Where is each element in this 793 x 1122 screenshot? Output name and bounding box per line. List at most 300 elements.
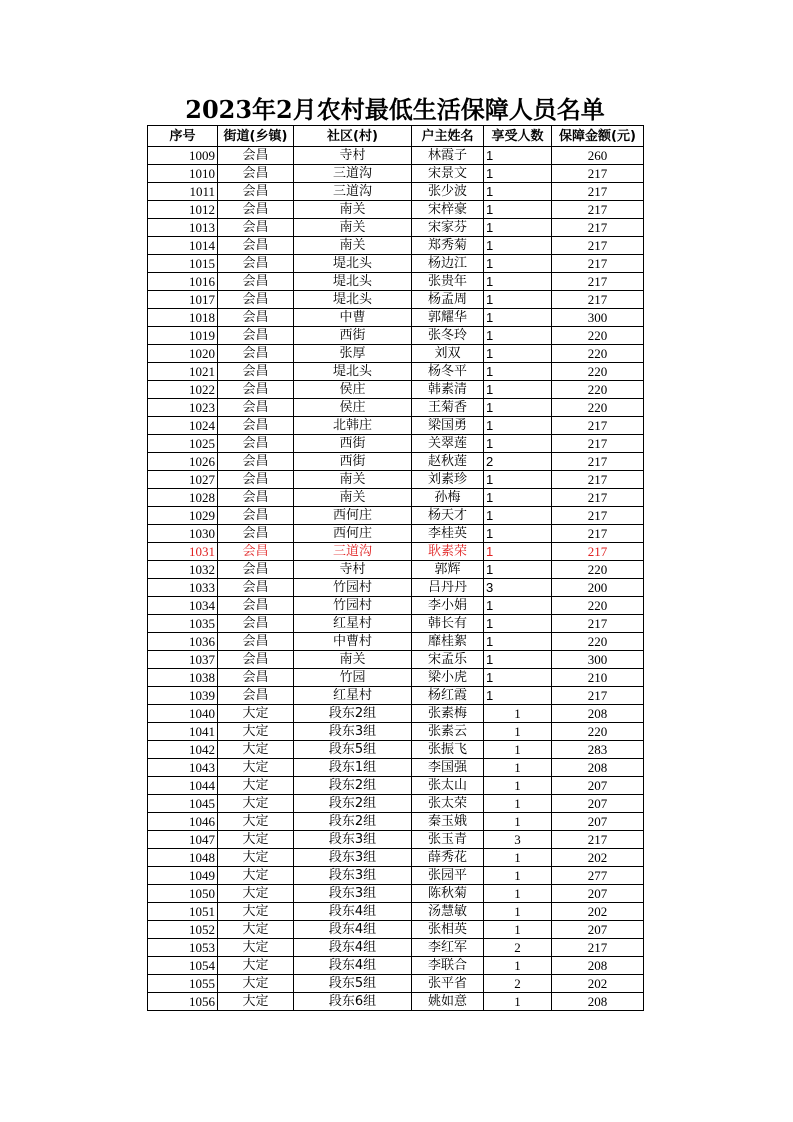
amount-cell: 220 [552, 561, 644, 579]
table-row [148, 723, 644, 741]
amount-cell: 202 [552, 903, 644, 921]
document-title: 2023年2月农村最低生活保障人员名单 [185, 95, 605, 124]
village-cell: 中曹 [294, 309, 412, 327]
village-cell: 堤北头 [294, 363, 412, 381]
amount-cell: 208 [552, 957, 644, 975]
village-cell: 侯庄 [294, 399, 412, 417]
table-row [148, 471, 644, 489]
village-cell: 西何庄 [294, 507, 412, 525]
people-count-cell: 1 [484, 993, 552, 1011]
village-cell: 南关 [294, 201, 412, 219]
village-cell: 红星村 [294, 687, 412, 705]
street-cell: 会昌 [218, 579, 294, 597]
village-cell: 段东3组 [294, 849, 412, 867]
serial-no-cell: 1016 [148, 273, 218, 291]
serial-no-cell: 1013 [148, 219, 218, 237]
householder-cell: 张振飞 [412, 741, 484, 759]
serial-no-cell: 1037 [148, 651, 218, 669]
table-row [148, 183, 644, 201]
village-cell: 南关 [294, 651, 412, 669]
village-cell: 三道沟 [294, 165, 412, 183]
table-row [148, 273, 644, 291]
street-cell: 大定 [218, 957, 294, 975]
village-cell: 段东3组 [294, 723, 412, 741]
amount-cell: 220 [552, 363, 644, 381]
street-cell: 会昌 [218, 543, 294, 561]
street-cell: 会昌 [218, 687, 294, 705]
table-row [148, 885, 644, 903]
householder-cell: 郭辉 [412, 561, 484, 579]
serial-no-cell: 1011 [148, 183, 218, 201]
amount-cell: 220 [552, 597, 644, 615]
amount-cell: 202 [552, 975, 644, 993]
serial-no-cell: 1036 [148, 633, 218, 651]
village-cell: 段东4组 [294, 939, 412, 957]
amount-cell: 217 [552, 939, 644, 957]
people-count-cell: 1 [484, 345, 552, 363]
amount-cell: 217 [552, 219, 644, 237]
people-count-cell: 1 [484, 309, 552, 327]
street-cell: 会昌 [218, 453, 294, 471]
people-count-cell: 1 [484, 471, 552, 489]
village-cell: 西何庄 [294, 525, 412, 543]
amount-cell: 217 [552, 435, 644, 453]
table-row [148, 525, 644, 543]
street-cell: 会昌 [218, 345, 294, 363]
amount-cell: 208 [552, 759, 644, 777]
street-cell: 大定 [218, 885, 294, 903]
householder-cell: 薛秀花 [412, 849, 484, 867]
amount-cell: 207 [552, 885, 644, 903]
amount-cell: 207 [552, 777, 644, 795]
street-cell: 大定 [218, 921, 294, 939]
householder-cell: 宋孟乐 [412, 651, 484, 669]
street-cell: 会昌 [218, 147, 294, 165]
people-count-cell: 1 [484, 615, 552, 633]
serial-no-cell: 1020 [148, 345, 218, 363]
serial-no-cell: 1023 [148, 399, 218, 417]
people-count-cell: 2 [484, 453, 552, 471]
serial-no-cell: 1038 [148, 669, 218, 687]
table-body [148, 147, 644, 1011]
people-count-cell: 1 [484, 399, 552, 417]
village-cell: 堤北头 [294, 273, 412, 291]
table-row [148, 759, 644, 777]
serial-no-cell: 1012 [148, 201, 218, 219]
table-row [148, 237, 644, 255]
village-cell: 段东5组 [294, 975, 412, 993]
village-cell: 段东3组 [294, 867, 412, 885]
amount-cell: 220 [552, 399, 644, 417]
amount-cell: 220 [552, 723, 644, 741]
amount-cell: 277 [552, 867, 644, 885]
amount-cell: 217 [552, 471, 644, 489]
village-cell: 南关 [294, 219, 412, 237]
amount-cell: 217 [552, 489, 644, 507]
amount-cell: 217 [552, 453, 644, 471]
householder-cell: 李红军 [412, 939, 484, 957]
serial-no-cell: 1049 [148, 867, 218, 885]
table-row [148, 489, 644, 507]
village-cell: 南关 [294, 471, 412, 489]
householder-cell: 李桂英 [412, 525, 484, 543]
serial-no-cell: 1054 [148, 957, 218, 975]
householder-cell: 杨边江 [412, 255, 484, 273]
amount-cell: 202 [552, 849, 644, 867]
street-cell: 大定 [218, 777, 294, 795]
people-count-cell: 1 [484, 525, 552, 543]
householder-cell: 张贵年 [412, 273, 484, 291]
village-cell: 西街 [294, 435, 412, 453]
street-cell: 大定 [218, 723, 294, 741]
people-count-cell: 1 [484, 813, 552, 831]
village-cell: 堤北头 [294, 291, 412, 309]
village-cell: 段东4组 [294, 903, 412, 921]
people-count-cell: 1 [484, 237, 552, 255]
serial-no-cell: 1035 [148, 615, 218, 633]
village-cell: 寺村 [294, 561, 412, 579]
street-cell: 会昌 [218, 219, 294, 237]
householder-cell: 王菊香 [412, 399, 484, 417]
table-row [148, 327, 644, 345]
header-serial-no: 序号 [148, 126, 218, 147]
householder-cell: 张平省 [412, 975, 484, 993]
amount-cell: 217 [552, 417, 644, 435]
serial-no-cell: 1032 [148, 561, 218, 579]
table-row [148, 831, 644, 849]
householder-cell: 张少波 [412, 183, 484, 201]
serial-no-cell: 1028 [148, 489, 218, 507]
street-cell: 大定 [218, 903, 294, 921]
table-row [148, 903, 644, 921]
village-cell: 侯庄 [294, 381, 412, 399]
serial-no-cell: 1014 [148, 237, 218, 255]
householder-cell: 林霞子 [412, 147, 484, 165]
street-cell: 会昌 [218, 525, 294, 543]
header-householder: 户主姓名 [412, 126, 484, 147]
people-count-cell: 1 [484, 957, 552, 975]
householder-cell: 李联合 [412, 957, 484, 975]
serial-no-cell: 1043 [148, 759, 218, 777]
street-cell: 会昌 [218, 597, 294, 615]
people-count-cell: 1 [484, 759, 552, 777]
table-row [148, 849, 644, 867]
header-street: 街道(乡镇) [218, 126, 294, 147]
street-cell: 大定 [218, 813, 294, 831]
table-row [148, 345, 644, 363]
street-cell: 大定 [218, 975, 294, 993]
serial-no-cell: 1029 [148, 507, 218, 525]
street-cell: 会昌 [218, 471, 294, 489]
street-cell: 会昌 [218, 363, 294, 381]
street-cell: 会昌 [218, 327, 294, 345]
people-count-cell: 1 [484, 291, 552, 309]
serial-no-cell: 1024 [148, 417, 218, 435]
table-row [148, 813, 644, 831]
street-cell: 会昌 [218, 669, 294, 687]
householder-cell: 姚如意 [412, 993, 484, 1011]
village-cell: 段东4组 [294, 957, 412, 975]
table-row [148, 255, 644, 273]
householder-cell: 李小娟 [412, 597, 484, 615]
street-cell: 大定 [218, 993, 294, 1011]
serial-no-cell: 1052 [148, 921, 218, 939]
householder-cell: 孙梅 [412, 489, 484, 507]
serial-no-cell: 1022 [148, 381, 218, 399]
amount-cell: 217 [552, 525, 644, 543]
village-cell: 段东2组 [294, 795, 412, 813]
serial-no-cell: 1033 [148, 579, 218, 597]
street-cell: 会昌 [218, 291, 294, 309]
table-row [148, 597, 644, 615]
people-count-cell: 1 [484, 327, 552, 345]
serial-no-cell: 1019 [148, 327, 218, 345]
street-cell: 会昌 [218, 309, 294, 327]
village-cell: 段东3组 [294, 831, 412, 849]
table-row [148, 705, 644, 723]
people-count-cell: 1 [484, 795, 552, 813]
householder-cell: 梁国勇 [412, 417, 484, 435]
householder-cell: 张玉青 [412, 831, 484, 849]
amount-cell: 220 [552, 345, 644, 363]
amount-cell: 220 [552, 381, 644, 399]
serial-no-cell: 1031 [148, 543, 218, 561]
street-cell: 会昌 [218, 255, 294, 273]
table-row [148, 291, 644, 309]
street-cell: 会昌 [218, 435, 294, 453]
table-row [148, 507, 644, 525]
householder-cell: 张园平 [412, 867, 484, 885]
street-cell: 会昌 [218, 417, 294, 435]
amount-cell: 208 [552, 993, 644, 1011]
serial-no-cell: 1039 [148, 687, 218, 705]
street-cell: 会昌 [218, 507, 294, 525]
householder-cell: 张冬玲 [412, 327, 484, 345]
serial-no-cell: 1017 [148, 291, 218, 309]
people-count-cell: 2 [484, 939, 552, 957]
street-cell: 大定 [218, 759, 294, 777]
table-row [148, 399, 644, 417]
table-row [148, 957, 644, 975]
serial-no-cell: 1026 [148, 453, 218, 471]
serial-no-cell: 1021 [148, 363, 218, 381]
people-count-cell: 1 [484, 651, 552, 669]
street-cell: 会昌 [218, 489, 294, 507]
serial-no-cell: 1048 [148, 849, 218, 867]
table-row [148, 777, 644, 795]
amount-cell: 217 [552, 255, 644, 273]
village-cell: 段东6组 [294, 993, 412, 1011]
amount-cell: 217 [552, 291, 644, 309]
amount-cell: 210 [552, 669, 644, 687]
street-cell: 会昌 [218, 399, 294, 417]
street-cell: 会昌 [218, 381, 294, 399]
street-cell: 大定 [218, 831, 294, 849]
householder-cell: 杨红霞 [412, 687, 484, 705]
street-cell: 大定 [218, 795, 294, 813]
table-row [148, 165, 644, 183]
householder-cell: 杨孟周 [412, 291, 484, 309]
amount-cell: 300 [552, 651, 644, 669]
people-count-cell: 3 [484, 579, 552, 597]
table-row [148, 435, 644, 453]
people-count-cell: 1 [484, 867, 552, 885]
serial-no-cell: 1051 [148, 903, 218, 921]
householder-cell: 杨天才 [412, 507, 484, 525]
amount-cell: 217 [552, 183, 644, 201]
table-row [148, 219, 644, 237]
village-cell: 竹园村 [294, 579, 412, 597]
table-row [148, 417, 644, 435]
serial-no-cell: 1018 [148, 309, 218, 327]
people-count-cell: 1 [484, 561, 552, 579]
table-row [148, 381, 644, 399]
householder-cell: 宋景文 [412, 165, 484, 183]
street-cell: 会昌 [218, 165, 294, 183]
householder-cell: 关翠莲 [412, 435, 484, 453]
people-count-cell: 1 [484, 435, 552, 453]
amount-cell: 217 [552, 201, 644, 219]
householder-cell: 李国强 [412, 759, 484, 777]
village-cell: 竹园 [294, 669, 412, 687]
village-cell: 南关 [294, 489, 412, 507]
people-count-cell: 1 [484, 273, 552, 291]
village-cell: 段东1组 [294, 759, 412, 777]
amount-cell: 220 [552, 327, 644, 345]
serial-no-cell: 1042 [148, 741, 218, 759]
people-count-cell: 1 [484, 381, 552, 399]
serial-no-cell: 1050 [148, 885, 218, 903]
amount-cell: 200 [552, 579, 644, 597]
people-count-cell: 1 [484, 723, 552, 741]
amount-cell: 217 [552, 237, 644, 255]
street-cell: 会昌 [218, 273, 294, 291]
village-cell: 张厚 [294, 345, 412, 363]
people-count-cell: 1 [484, 417, 552, 435]
people-count-cell: 3 [484, 831, 552, 849]
village-cell: 红星村 [294, 615, 412, 633]
street-cell: 大定 [218, 705, 294, 723]
village-cell: 堤北头 [294, 255, 412, 273]
serial-no-cell: 1034 [148, 597, 218, 615]
table-row [148, 363, 644, 381]
amount-cell: 217 [552, 687, 644, 705]
amount-cell: 217 [552, 165, 644, 183]
householder-cell: 郑秀菊 [412, 237, 484, 255]
amount-cell: 217 [552, 543, 644, 561]
table-row [148, 309, 644, 327]
table-row [148, 651, 644, 669]
people-count-cell: 1 [484, 669, 552, 687]
table-row [148, 741, 644, 759]
people-count-cell: 1 [484, 219, 552, 237]
table-row [148, 795, 644, 813]
village-cell: 寺村 [294, 147, 412, 165]
householder-cell: 张太荣 [412, 795, 484, 813]
amount-cell: 208 [552, 705, 644, 723]
people-count-cell: 1 [484, 777, 552, 795]
serial-no-cell: 1030 [148, 525, 218, 543]
householder-cell: 耿素荣 [412, 543, 484, 561]
village-cell: 段东4组 [294, 921, 412, 939]
householder-cell: 汤慧敏 [412, 903, 484, 921]
street-cell: 大定 [218, 939, 294, 957]
street-cell: 会昌 [218, 183, 294, 201]
amount-cell: 220 [552, 633, 644, 651]
table-row [148, 867, 644, 885]
people-count-cell: 1 [484, 705, 552, 723]
table-row [148, 975, 644, 993]
householder-cell: 赵秋莲 [412, 453, 484, 471]
table-row [148, 993, 644, 1011]
householder-cell: 杨冬平 [412, 363, 484, 381]
header-amount: 保障金额(元) [552, 126, 644, 147]
table-row [148, 147, 644, 165]
village-cell: 北韩庄 [294, 417, 412, 435]
header-village: 社区(村) [294, 126, 412, 147]
street-cell: 会昌 [218, 633, 294, 651]
table-row [148, 669, 644, 687]
table-row [148, 921, 644, 939]
street-cell: 大定 [218, 741, 294, 759]
serial-no-cell: 1053 [148, 939, 218, 957]
village-cell: 三道沟 [294, 183, 412, 201]
serial-no-cell: 1027 [148, 471, 218, 489]
amount-cell: 217 [552, 273, 644, 291]
beneficiary-table [147, 125, 644, 1011]
householder-cell: 吕丹丹 [412, 579, 484, 597]
people-count-cell: 2 [484, 975, 552, 993]
serial-no-cell: 1047 [148, 831, 218, 849]
table-row [148, 939, 644, 957]
people-count-cell: 1 [484, 201, 552, 219]
village-cell: 三道沟 [294, 543, 412, 561]
serial-no-cell: 1056 [148, 993, 218, 1011]
serial-no-cell: 1040 [148, 705, 218, 723]
table-row [148, 543, 644, 561]
people-count-cell: 1 [484, 687, 552, 705]
amount-cell: 207 [552, 813, 644, 831]
serial-no-cell: 1041 [148, 723, 218, 741]
amount-cell: 207 [552, 795, 644, 813]
street-cell: 大定 [218, 867, 294, 885]
amount-cell: 207 [552, 921, 644, 939]
serial-no-cell: 1015 [148, 255, 218, 273]
amount-cell: 260 [552, 147, 644, 165]
table-row [148, 633, 644, 651]
table-row [148, 561, 644, 579]
householder-cell: 梁小虎 [412, 669, 484, 687]
householder-cell: 张素梅 [412, 705, 484, 723]
people-count-cell: 1 [484, 921, 552, 939]
village-cell: 段东5组 [294, 741, 412, 759]
amount-cell: 300 [552, 309, 644, 327]
amount-cell: 217 [552, 507, 644, 525]
table-row [148, 687, 644, 705]
people-count-cell: 1 [484, 741, 552, 759]
people-count-cell: 1 [484, 507, 552, 525]
householder-cell: 韩素清 [412, 381, 484, 399]
people-count-cell: 1 [484, 633, 552, 651]
street-cell: 会昌 [218, 615, 294, 633]
people-count-cell: 1 [484, 543, 552, 561]
street-cell: 会昌 [218, 237, 294, 255]
village-cell: 南关 [294, 237, 412, 255]
table-row [148, 579, 644, 597]
householder-cell: 刘素珍 [412, 471, 484, 489]
table-row [148, 201, 644, 219]
village-cell: 西街 [294, 327, 412, 345]
